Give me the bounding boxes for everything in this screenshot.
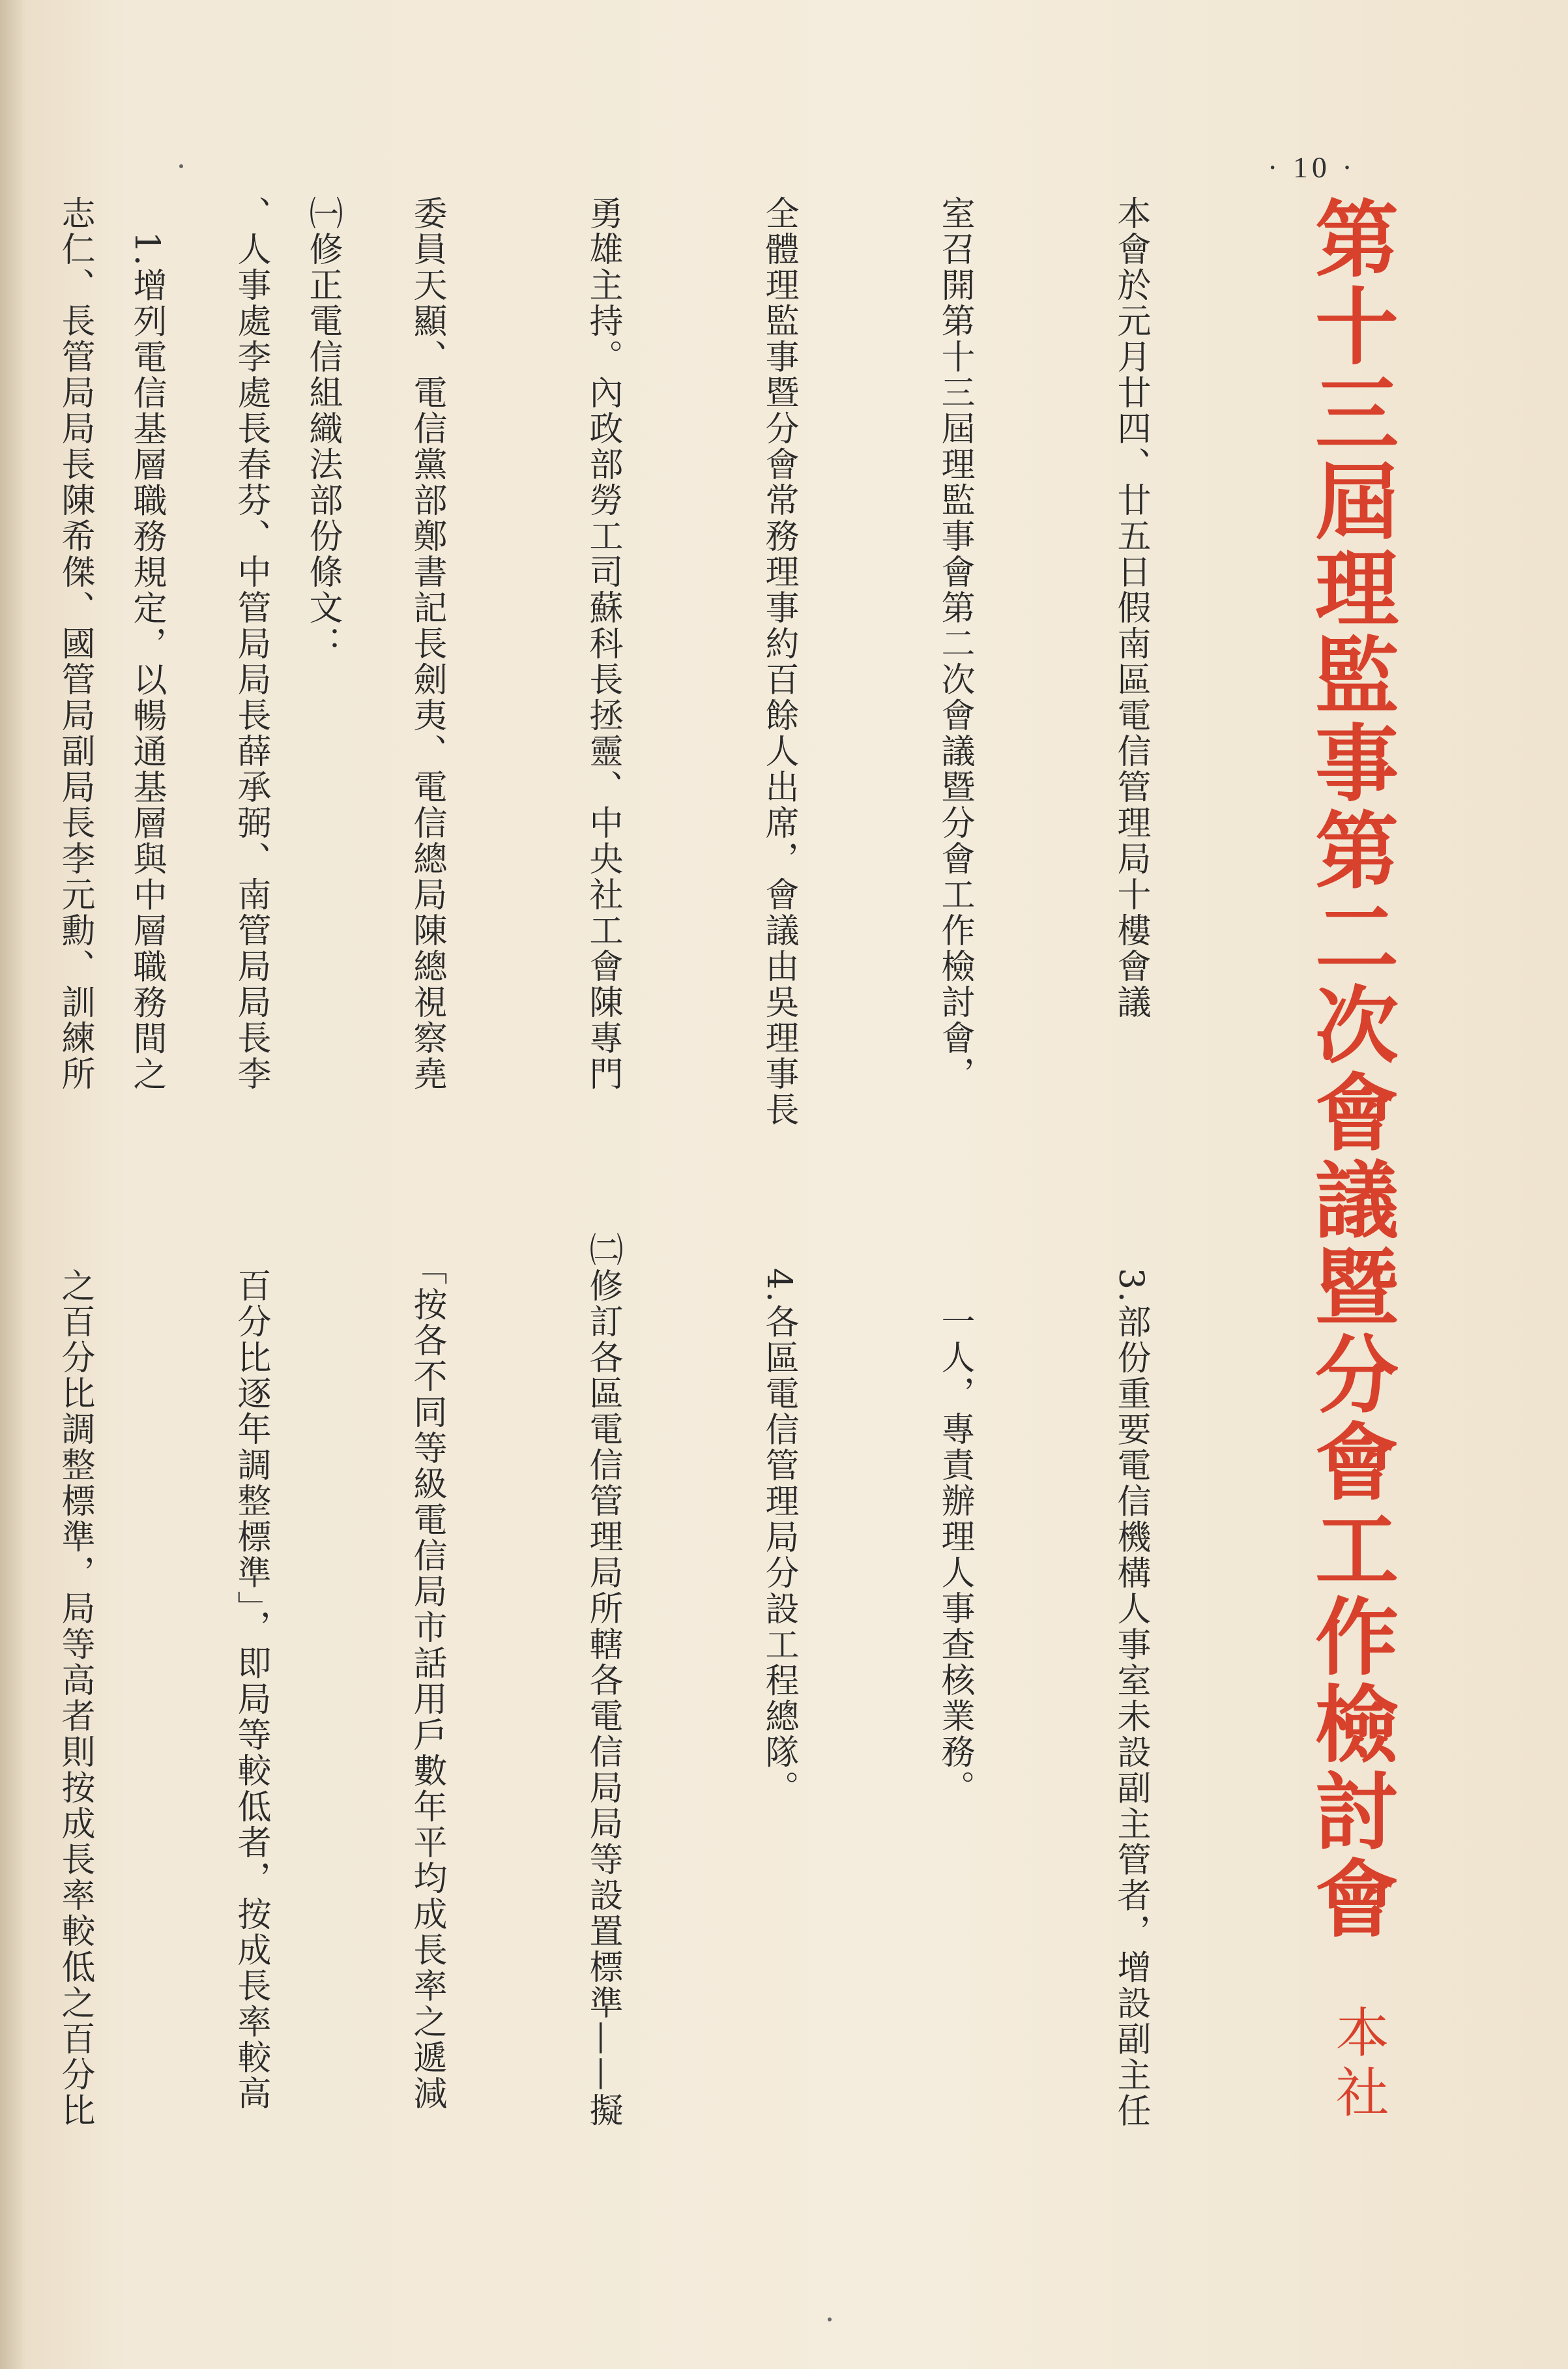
text-line: 志仁、長管局局長陳希傑、國管局副局長李元勳、訓練所 (55, 196, 94, 1092)
body-text-left (26, 196, 469, 1239)
text-line: 一人，專責辦理人事查核業務。 (935, 1232, 974, 1806)
text-line: 4.各區電信管理局分設工程總隊。 (759, 1232, 798, 1806)
print-speck (828, 2318, 832, 2321)
text-line: 之百分比調整標準，局等高者則按成長率較低之百分比 (55, 1232, 94, 2128)
text-line: 勇雄主持。內政部勞工司蘇科長拯靈、中央社工會陳專門 (583, 196, 622, 1092)
text-line: 、人事處李處長春芬、中管局局長薛承弼、南管局局長李 (231, 196, 270, 1092)
text-line: 室召開第十三屆理監事會第二次會議暨分會工作檢討會， (935, 196, 974, 1092)
text-line: 委員天顯、電信黨部鄭書記長劍夷、電信總局陳總視察堯 (407, 196, 446, 1092)
print-speck (179, 164, 183, 168)
text-line: 本會於元月廿四、廿五日假南區電信管理局十樓會議 (1111, 196, 1150, 1020)
text-line: 1.增列電信基層職務規定，以暢通基層與中層職務間之 (127, 196, 166, 1093)
text-line: 全體理監事暨分會常務理事約百餘人出席，會議由吳理事長 (759, 196, 798, 1128)
article-title: 第十三屆理監事第二次會議暨分會工作檢討會 (1301, 196, 1398, 1943)
text-line: 百分比逐年調整標準」，即局等較低者，按成長率較高 (231, 1232, 270, 2112)
body-text-lower (55, 1232, 1277, 2275)
page-number: · 10 · (1268, 151, 1356, 184)
text-line: ㈠修正電信組織法部份條文： (303, 196, 342, 662)
text-line: 「按各不同等級電信局市話用戶數年平均成長率之遞減 (407, 1232, 446, 2112)
text-line: ㈡修訂各區電信管理局所轄各電信局局等設置標準——擬 (583, 1232, 622, 2128)
article-author: 本社 (1327, 2005, 1389, 2125)
text-line: 3.部份重要電信機構人事室未設副主管者，增設副主任 (1111, 1232, 1150, 2129)
